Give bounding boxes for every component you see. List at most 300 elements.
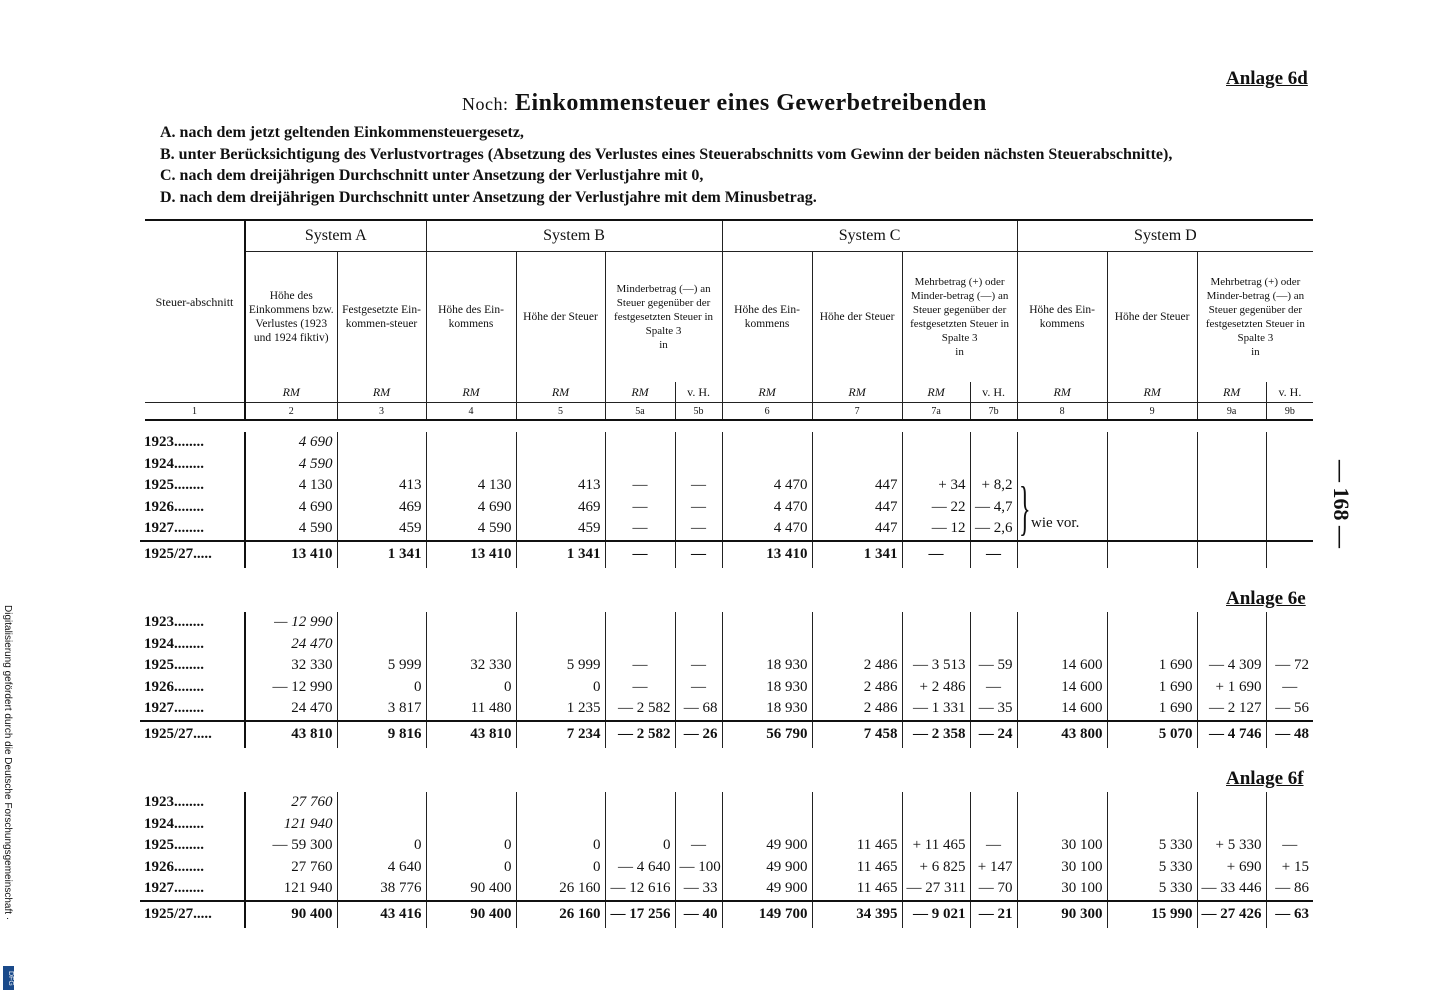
cell-c6 [722,634,812,656]
cell-c3 [337,814,426,836]
cell-c8 [1017,612,1107,634]
year-cell: 1924........ [144,635,204,652]
cell-c5: 1 341 [516,541,605,568]
cell-c8: 14 600 [1017,698,1107,721]
cell-c6 [722,792,812,814]
cell-c7a [902,432,970,454]
cell-c6: 18 930 [722,677,812,699]
cell-c7: 11 465 [812,857,902,879]
cell-c5b: — 33 [675,878,722,901]
cell-c6 [722,432,812,454]
col-number: 7 [812,403,902,421]
cell-c4 [426,814,516,836]
cell-c2: 27 760 [245,857,337,879]
cell-c7a: — 12 [902,518,970,541]
cell-c5a: — [605,655,675,677]
cell-c9 [1107,814,1197,836]
cell-c8 [1017,814,1107,836]
year-cell: 1925........ [144,837,204,854]
cell-c9a: — 2 127 [1197,698,1266,721]
cell-c7 [812,432,902,454]
table-row [140,698,1313,721]
cell-c4: 43 810 [426,721,516,748]
cell-c9b: — 72 [1266,655,1313,677]
year-cell: 1923........ [144,794,204,811]
cell-c7: 447 [812,497,902,519]
cell-c2: 4 690 [245,497,337,519]
cell-c6: 49 900 [722,835,812,857]
cell-c5b: — 68 [675,698,722,721]
header-c-steuer: Höhe der Steuer [812,252,902,383]
cell-c9: 1 690 [1107,677,1197,699]
cell-c6 [722,612,812,634]
cell-c5a [605,612,675,634]
cell-c4: 0 [426,677,516,699]
year-cell: 1925/27..... [140,901,245,928]
cell-c7a: — 9 021 [902,901,970,928]
header-c-in: in [955,346,964,358]
cell-c7b: — 21 [970,901,1017,928]
cell-c9a [1197,475,1266,497]
unit-rm: RM [337,382,426,403]
col-number: 5b [675,403,722,421]
cell-c9b: — [1266,677,1313,699]
cell-c2: 121 940 [245,814,337,836]
cell-c7: 2 486 [812,677,902,699]
header-c-einkommen: Höhe des Ein-kommens [722,252,812,383]
cell-c6: 13 410 [722,541,812,568]
cell-c6 [722,454,812,476]
unit-vh: v. H. [675,382,722,403]
cell-c7b: — 70 [970,878,1017,901]
table-row [140,612,1313,634]
cell-c7a [902,814,970,836]
cell-c9: 5 070 [1107,721,1197,748]
cell-c9b [1266,454,1313,476]
anlage-6f-label: Anlage 6f [1226,768,1304,789]
year-cell: 1923........ [144,614,204,631]
col-number: 5a [605,403,675,421]
year-cell: 1925/27..... [140,721,245,748]
cell-c8: 30 100 [1017,857,1107,879]
sum-row [140,721,1313,748]
cell-c8 [1017,634,1107,656]
cell-c6: 4 470 [722,475,812,497]
cell-c9a [1197,432,1266,454]
cell-c9b: + 15 [1266,857,1313,879]
year-cell: 1924........ [144,455,204,472]
cell-c3 [337,432,426,454]
cell-c4: 32 330 [426,655,516,677]
cell-c8: 14 600 [1017,677,1107,699]
intro-a: A. nach dem jetzt geltenden Einkommensteuergesetz, [160,124,524,141]
cell-c5a: — [605,677,675,699]
unit-rm: RM [812,382,902,403]
wie-vor-note: wie vor. [1031,515,1080,531]
col-number: 7a [902,403,970,421]
cell-c9b [1266,475,1313,497]
cell-c2: 4 130 [245,475,337,497]
cell-c5 [516,634,605,656]
header-system-b: System B [426,221,722,252]
cell-c3 [337,792,426,814]
cell-c5a [605,792,675,814]
cell-c9a: — 4 746 [1197,721,1266,748]
cell-c5a [605,634,675,656]
year-cell: 1927........ [144,880,204,897]
cell-c2: 13 410 [245,541,337,568]
intro-c: C. nach dem dreijährigen Durchschnitt unter Ansetzung der Verlustjahre mit 0, [160,167,704,184]
cell-c9a [1197,612,1266,634]
cell-c7a [902,792,970,814]
cell-c7: 34 395 [812,901,902,928]
cell-c2: 4 590 [245,454,337,476]
cell-c9: 5 330 [1107,857,1197,879]
year-cell: 1924........ [144,815,204,832]
cell-c7b [970,634,1017,656]
cell-c5: 5 999 [516,655,605,677]
cell-c5a: — [605,541,675,568]
cell-c3: 4 640 [337,857,426,879]
cell-c5: 459 [516,518,605,541]
cell-c5: 413 [516,475,605,497]
cell-c3: 0 [337,835,426,857]
col-number: 9 [1107,403,1197,421]
cell-c9b: — 86 [1266,878,1313,901]
year-cell: 1927........ [144,520,204,537]
cell-c7b: — 24 [970,721,1017,748]
header-steuerabschnitt: Steuer-abschnitt [155,294,234,309]
col-number: 9b [1266,403,1313,421]
year-cell: 1926........ [144,678,204,695]
unit-rm: RM [1107,382,1197,403]
cell-c7a: + 11 465 [902,835,970,857]
cell-c4 [426,634,516,656]
cell-c7b [970,432,1017,454]
cell-c2: — 59 300 [245,835,337,857]
cell-c7: 7 458 [812,721,902,748]
cell-c7 [812,454,902,476]
table-row [140,878,1313,901]
cell-c7 [812,634,902,656]
cell-c5b: — [675,518,722,541]
cell-c2: 24 470 [245,634,337,656]
cell-c4 [426,612,516,634]
year-cell: 1925/27..... [140,541,245,568]
cell-c5 [516,814,605,836]
cell-c9b [1266,814,1313,836]
cell-c3 [337,454,426,476]
table-anlage-6f [140,792,1313,928]
header-b-diff [605,252,722,383]
cell-c7a: + 2 486 [902,677,970,699]
cell-c7b: — 4,7 [970,497,1017,519]
cell-c3: 1 341 [337,541,426,568]
unit-rm: RM [902,382,970,403]
cell-c9 [1107,432,1197,454]
cell-c2: 27 760 [245,792,337,814]
cell-c4: 13 410 [426,541,516,568]
cell-c5b: — 26 [675,721,722,748]
cell-c5b: — [675,835,722,857]
header-d-diff [1197,252,1313,383]
year-cell: 1926........ [144,858,204,875]
cell-c8: 43 800 [1017,721,1107,748]
cell-c3: 413 [337,475,426,497]
table-row [140,432,1313,454]
cell-c7 [812,814,902,836]
cell-c5: 7 234 [516,721,605,748]
cell-c9b [1266,792,1313,814]
cell-c4: 90 400 [426,901,516,928]
cell-c5 [516,454,605,476]
dfg-logo: DFG [3,966,14,990]
year-cell: 1926........ [144,498,204,515]
table-row [140,677,1313,699]
cell-c9a [1197,634,1266,656]
cell-c5a: 0 [605,835,675,857]
cell-c6: 18 930 [722,698,812,721]
cell-c9 [1107,792,1197,814]
title-prefix: Noch: [462,94,509,114]
cell-c9: 1 690 [1107,655,1197,677]
anlage-6d-label: Anlage 6d [1226,68,1308,89]
cell-c5b: — [675,541,722,568]
cell-c9a: + 5 330 [1197,835,1266,857]
table-row [140,835,1313,857]
cell-c7a: — 22 [902,497,970,519]
title-text: Einkommensteuer eines Gewerbetreibenden [515,90,987,116]
cell-c7 [812,612,902,634]
cell-c9 [1107,518,1197,541]
header-c-diff [902,252,1017,383]
cell-c8: 90 300 [1017,901,1107,928]
cell-c4: 0 [426,857,516,879]
header-d-einkommen: Höhe des Ein-kommens [1017,252,1107,383]
cell-c6: 56 790 [722,721,812,748]
unit-rm: RM [426,382,516,403]
cell-c7a: — [902,541,970,568]
cell-c5a: — [605,497,675,519]
cell-c7b: + 8,2 [970,475,1017,497]
cell-c7b: + 147 [970,857,1017,879]
cell-c5b: — 40 [675,901,722,928]
cell-c5 [516,792,605,814]
cell-c5b [675,814,722,836]
cell-c5a [605,814,675,836]
header-d-steuer: Höhe der Steuer [1107,252,1197,383]
table-row [140,792,1313,814]
table-row [140,454,1313,476]
cell-c7a [902,634,970,656]
cell-c5b [675,792,722,814]
cell-c5b: — [675,677,722,699]
cell-c4: 4 690 [426,497,516,519]
cell-c9a [1197,518,1266,541]
cell-c9 [1107,497,1197,519]
table-anlage-6d [140,432,1313,568]
cell-c7b [970,792,1017,814]
cell-c3: 459 [337,518,426,541]
cell-c9: 5 330 [1107,835,1197,857]
cell-c9a [1197,814,1266,836]
header-system-a: System A [245,221,426,252]
cell-c5a: — 17 256 [605,901,675,928]
cell-c3 [337,634,426,656]
cell-c7a: — 2 358 [902,721,970,748]
cell-c3 [337,612,426,634]
cell-c4: 0 [426,835,516,857]
cell-c9b: — 48 [1266,721,1313,748]
cell-c7 [812,792,902,814]
cell-c7: 447 [812,518,902,541]
cell-c5b [675,634,722,656]
table-row [140,518,1313,541]
header-a-steuer: Festgesetzte Ein-kommen-steuer [337,252,426,383]
header-system-d: System D [1017,221,1313,252]
cell-c7b: — [970,541,1017,568]
cell-c9b [1266,612,1313,634]
cell-c4 [426,454,516,476]
page-title [462,90,987,117]
cell-c7: 1 341 [812,541,902,568]
header-b-diff-text: Minderbetrag (—) an Steuer gegenüber der festgesetzten Steuer in Spalte 3 [614,283,714,337]
cell-c9: 15 990 [1107,901,1197,928]
col-number: 8 [1017,403,1107,421]
cell-c2: — 12 990 [245,612,337,634]
cell-c5: 1 235 [516,698,605,721]
cell-c5: 0 [516,835,605,857]
cell-c5 [516,432,605,454]
cell-c6: 49 900 [722,878,812,901]
col-number: 5 [516,403,605,421]
header-d-diff-text: Mehrbetrag (+) oder Minder-betrag (—) an Steuer gegenüber der festgesetzten Steuer in Spalte 3 [1205,276,1305,344]
cell-c5a [605,454,675,476]
intro-b: B. unter Berücksichtigung des Verlustvortrages (Absetzung des Verlustes eines Steuerabschnitts vom Gewinn der beiden nächsten Steuerabschnitte), [160,145,1173,163]
unit-rm: RM [516,382,605,403]
cell-c7: 2 486 [812,655,902,677]
cell-c7a [902,454,970,476]
cell-c2: 121 940 [245,878,337,901]
cell-c5a: — 2 582 [605,721,675,748]
sum-row [140,541,1313,568]
year-cell: 1925........ [144,657,204,674]
cell-c6: 149 700 [722,901,812,928]
cell-c9: 1 690 [1107,698,1197,721]
cell-c9 [1107,454,1197,476]
cell-c2: — 12 990 [245,677,337,699]
cell-c9b: — 63 [1266,901,1313,928]
cell-c7b [970,454,1017,476]
cell-c9a [1197,497,1266,519]
cell-c9b [1266,518,1313,541]
cell-c9b: — [1266,835,1313,857]
table-row [140,497,1313,519]
cell-c5a: — [605,475,675,497]
cell-c5b: — [675,655,722,677]
cell-c2: 24 470 [245,698,337,721]
cell-c2: 32 330 [245,655,337,677]
cell-c9 [1107,475,1197,497]
cell-c9a [1197,454,1266,476]
cell-c8: 30 100 [1017,835,1107,857]
cell-c4 [426,792,516,814]
unit-rm: RM [1017,382,1107,403]
header-b-in: in [659,339,668,351]
cell-c9 [1107,612,1197,634]
table-row [140,857,1313,879]
cell-c5b [675,454,722,476]
cell-c3: 3 817 [337,698,426,721]
cell-c7b [970,814,1017,836]
col-number: 9a [1197,403,1266,421]
cell-c9a: — 4 309 [1197,655,1266,677]
unit-rm: RM [722,382,812,403]
cell-c9b: — 56 [1266,698,1313,721]
cell-c3: 9 816 [337,721,426,748]
cell-c7: 11 465 [812,878,902,901]
cell-c7b: — 35 [970,698,1017,721]
cell-c2: 4 690 [245,432,337,454]
cell-c6: 4 470 [722,518,812,541]
table-row [140,634,1313,656]
col-number: 4 [426,403,516,421]
cell-c5b: — [675,497,722,519]
cell-c5b [675,612,722,634]
cell-c7: 447 [812,475,902,497]
cell-c5: 26 160 [516,901,605,928]
cell-c6: 4 470 [722,497,812,519]
cell-c7a: — 27 311 [902,878,970,901]
cell-c8 [1017,792,1107,814]
page-number: — 168 — [1329,460,1354,548]
cell-c5a: — 4 640 [605,857,675,879]
cell-c7a: — 1 331 [902,698,970,721]
cell-c6: 49 900 [722,857,812,879]
cell-c8: 30 100 [1017,878,1107,901]
cell-c2: 90 400 [245,901,337,928]
digitization-credit: Digitalisierung gefördert durch die Deutsche Forschungsgemeinschaft · [2,605,13,921]
cell-c3: 5 999 [337,655,426,677]
cell-c4 [426,432,516,454]
cell-c8 [1017,541,1107,568]
cell-c3: 38 776 [337,878,426,901]
cell-c5a [605,432,675,454]
col-number: 6 [722,403,812,421]
year-cell: 1927........ [144,700,204,717]
table-anlage-6e [140,612,1313,748]
header-d-in: in [1251,346,1260,358]
intro-list [160,122,1172,208]
cell-c9 [1107,634,1197,656]
cell-c8 [1017,454,1107,476]
col-number: 1 [145,403,245,421]
cell-c6: 18 930 [722,655,812,677]
unit-blank [145,382,245,403]
cell-c2: 43 810 [245,721,337,748]
cell-c7b: — 59 [970,655,1017,677]
cell-c5: 0 [516,857,605,879]
cell-c4: 4 590 [426,518,516,541]
cell-c9 [1107,541,1197,568]
cell-c9: 5 330 [1107,878,1197,901]
col-number: 7b [970,403,1017,421]
cell-c4: 4 130 [426,475,516,497]
year-cell: 1925........ [144,477,204,494]
header-a-einkommen: Höhe des Einkommens bzw. Verlustes (1923 und 1924 fiktiv) [245,252,337,383]
cell-c6 [722,814,812,836]
year-cell: 1923........ [144,434,204,451]
